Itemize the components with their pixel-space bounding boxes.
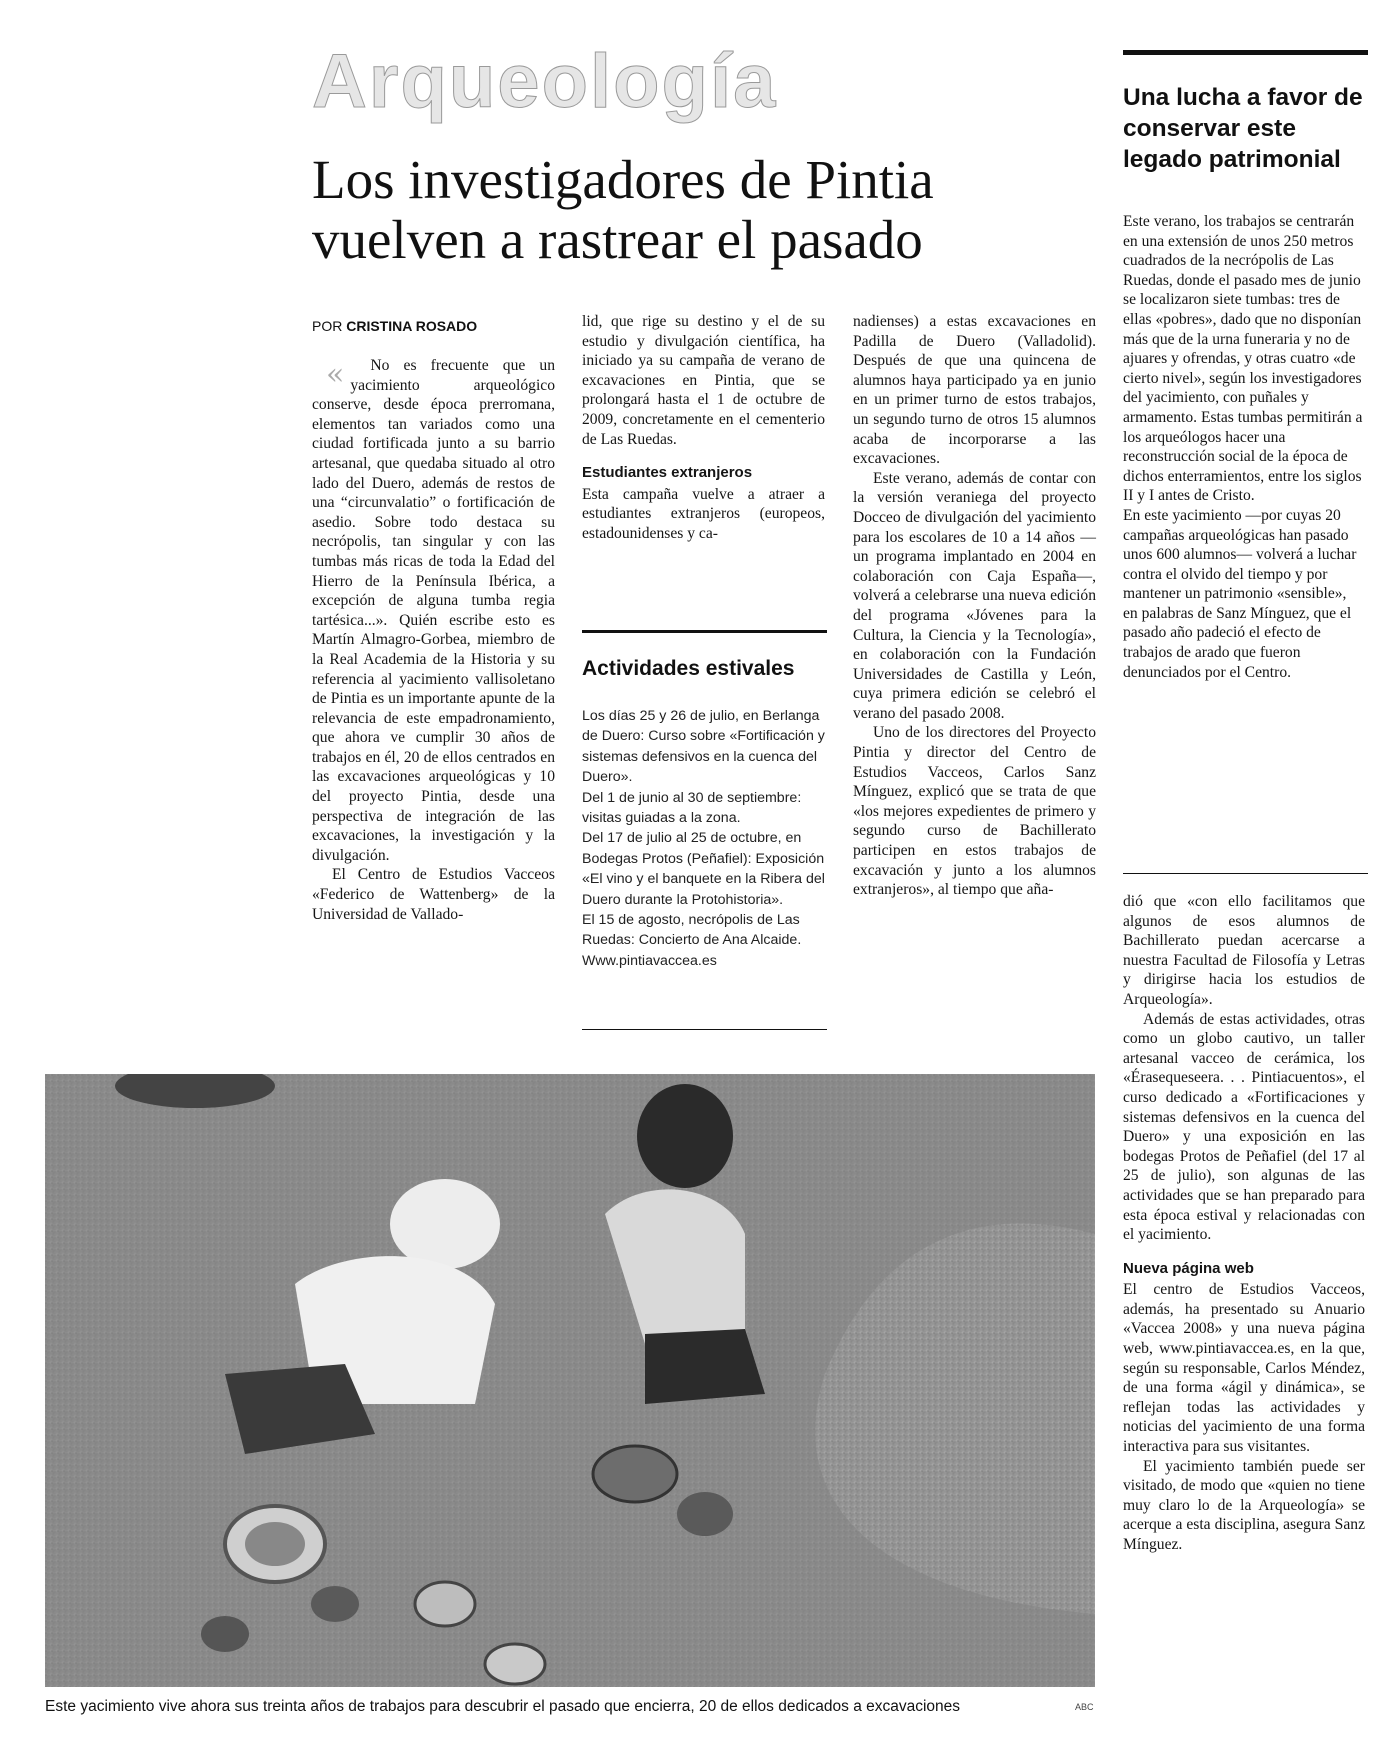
paragraph: El Centro de Estudios Vacceos «Federico de Wattenberg» de la Universidad de Vallado- bbox=[312, 866, 555, 923]
subhead-estudiantes: Estudiantes extranjeros bbox=[582, 464, 753, 482]
section-title: Arqueología bbox=[312, 39, 778, 124]
article-column-4 bbox=[1123, 892, 1365, 1555]
paragraph: dió que «con ello facilitamos que algunos de esos alumnos de Bachillerato puedan acercarse a nuestra Facultad de Filosofía y Letras y dirigirse hacia los estudios de Arqueología». bbox=[1123, 893, 1365, 1008]
box-bottom-rule bbox=[582, 1029, 827, 1030]
byline-prefix: POR bbox=[312, 318, 343, 334]
activity-item: El 15 de agosto, necrópolis de Las Ruedas: Concierto de Ana Alcaide. bbox=[582, 912, 802, 949]
opening-quote-mark: « bbox=[326, 357, 345, 392]
activity-item: Del 1 de junio al 30 de septiembre: visitas guiadas a la zona. bbox=[582, 789, 802, 827]
paragraph: Uno de los directores del Proyecto Pintia y director del Centro de Estudios Vacceos, Carlos Sanz Mínguez, explicó que se trata de que «los mejores expedientes de primero y segundo curso de Bachillerato participen en estos trabajos de excavación y junto a los alumnos extranjeros», al tiempo que aña- bbox=[853, 724, 1096, 899]
headline-line-1: Los investigadores de Pintia bbox=[312, 149, 934, 210]
sidebar-title: Una lucha a favor de conservar este legado patrimonial bbox=[1123, 84, 1363, 173]
sidebar-bottom-rule bbox=[1123, 873, 1368, 874]
headline-line-2: vuelven a rastrear el pasado bbox=[312, 209, 923, 270]
sidebar-body bbox=[1123, 212, 1365, 682]
activities-box bbox=[582, 706, 827, 971]
paragraph: Además de estas actividades, otras como un globo cautivo, un taller artesanal vacceo de cerámica, los «Érasequeseera. . . Pintiacuentos», el curso dedicado a «Fortificaciones y sistemas defensivos en la cuenca del Duero» y una exposición en las bodegas Protos de Peñafiel (del 17 al 25 de julio), son algunas de las actividades que se han preparado para esta época estival y relacionadas con el yacimiento. bbox=[1123, 1010, 1365, 1244]
excavation-photo bbox=[45, 1074, 1095, 1687]
subhead-nueva-pagina-web: Nueva página web bbox=[1123, 1259, 1254, 1277]
paragraph: Este verano, además de contar con la versión veraniega del proyecto Docceo de divulgación del yacimiento para los escolares de 10 a 14 años —un programa implantado en 2004 en colaboración con Caja España—, volverá a celebrarse una nueva edición del programa «Jóvenes para la Cultura, la Ciencia y la Tecnología», en colaboración con la Fundación Universidades de Castilla y León, cuya primera edición se celebró el verano del pasado 2008. bbox=[853, 469, 1096, 722]
paragraph: El yacimiento también puede ser visitado, de modo que «quien no tiene muy claro lo de la Arqueología» se acerque a esta disciplina, asegura Sanz Mínguez. bbox=[1123, 1457, 1365, 1553]
photo-credit: ABC bbox=[1075, 1702, 1094, 1712]
paragraph: lid, que rige su destino y el de su estudio y divulgación científica, ha iniciado ya su campaña de verano de excavaciones en Pintia, que se prolongará hasta el 1 de octubre de 2009, concretamente en el cementerio de Las Ruedas. bbox=[582, 313, 825, 448]
byline-author: CRISTINA ROSADO bbox=[346, 318, 478, 334]
byline bbox=[312, 318, 562, 334]
paragraph-text: No es frecuente que un yacimiento arqueológico conserve, desde época prerromana, elementos tan variados como una ciudad fortificada junto a su barrio artesanal, que quedaba situado al otro lado del Duero, además de restos de una “circunvalatio” o fortificación de asedio. Sobre todo destaca su necrópolis, tan singular y con las tumbas más ricas de toda la Edad del Hierro de la Península Ibérica, a excepción de alguna tumba regia tartésica...». Quién escribe esto es Martín Almagro-Gorbea, miembro de la Real Academia de la Historia y su referencia al yacimiento vallisoletano de Pintia es un importante apunte de la relevancia de este empadronamiento, que ahora ve cumplir 30 años de trabajos en él, 20 de ellos centrados en las excavaciones arqueológicas y 10 del proyecto Pintia, desde una perspectiva de integración de las excavaciones, la investigación y la divulgación. bbox=[312, 357, 555, 864]
paragraph: El centro de Estudios Vacceos, además, ha presentado su Anuario «Vaccea 2008» y una nueva página web, www.pintiavaccea.es, en la que, según su responsable, Carlos Méndez, de una forma «ágil y dinámica», se reflejan todas las actividades y noticias del yacimiento de una forma interactiva para sus visitantes. bbox=[1123, 1281, 1365, 1456]
article-column-3 bbox=[853, 312, 1096, 900]
paragraph bbox=[312, 356, 555, 865]
headline bbox=[312, 150, 1102, 270]
activity-link: Www.pintiavaccea.es bbox=[582, 952, 717, 969]
paragraph: Esta campaña vuelve a atraer a estudiantes extranjeros (europeos, estadounidenses y ca- bbox=[582, 485, 825, 542]
paragraph: nadienses) a estas excavaciones en Padilla de Duero (Valladolid). Después de que una quincena de alumnos haya participado ya en junio en un primer turno de estos trabajos, un segundo turno de otros 15 alumnos acaba de incorporarse a las excavaciones. bbox=[853, 313, 1096, 468]
article-column-2 bbox=[582, 312, 825, 544]
paragraph: En este yacimiento —por cuyas 20 campañas arqueológicas han pasado unos 600 alumnos— volverá a luchar contra el olvido del tiempo y por mantener un patrimonio «sensible», en palabras de Sanz Mínguez, que el pasado año padeció el efecto de trabajos de arado que fueron denunciados por el Centro. bbox=[1123, 506, 1357, 681]
excavation-photo-illustration bbox=[45, 1074, 1095, 1687]
paragraph: Este verano, los trabajos se centrarán en una extensión de unos 250 metros cuadrados de la necrópolis de Las Ruedas, donde el pasado mes de junio se localizaron siete tumbas: tres de ellas «pobres», dado que no disponían más que de la urna funeraria y no de ajuares y ofrendas, y otras cuatro «de cierto nivel», según los investigadores del yacimiento, con puñales y armamento. Estas tumbas permitirán a los arqueólogos hacer una reconstrucción social de la época de dichos enterramientos, entre los siglos II y I antes de Cristo. bbox=[1123, 213, 1363, 505]
activity-item: Los días 25 y 26 de julio, en Berlanga de Duero: Curso sobre «Fortificación y sistemas defensivos en la cuenca del Duero». bbox=[582, 708, 825, 786]
sidebar-top-rule bbox=[1123, 50, 1368, 55]
article-column-1 bbox=[312, 356, 555, 924]
photo-caption: Este yacimiento vive ahora sus treinta años de trabajos para descubrir el pasado que encierra, 20 de ellos dedicados a excavaciones bbox=[45, 1698, 961, 1715]
activity-item: Del 17 de julio al 25 de octubre, en Bodegas Protos (Peñafiel): Exposición «El vino y el banquete en la Ribera del Duero durante la Protohistoria». bbox=[582, 830, 825, 908]
box-top-rule bbox=[582, 630, 827, 633]
box-title: Actividades estivales bbox=[582, 657, 795, 680]
